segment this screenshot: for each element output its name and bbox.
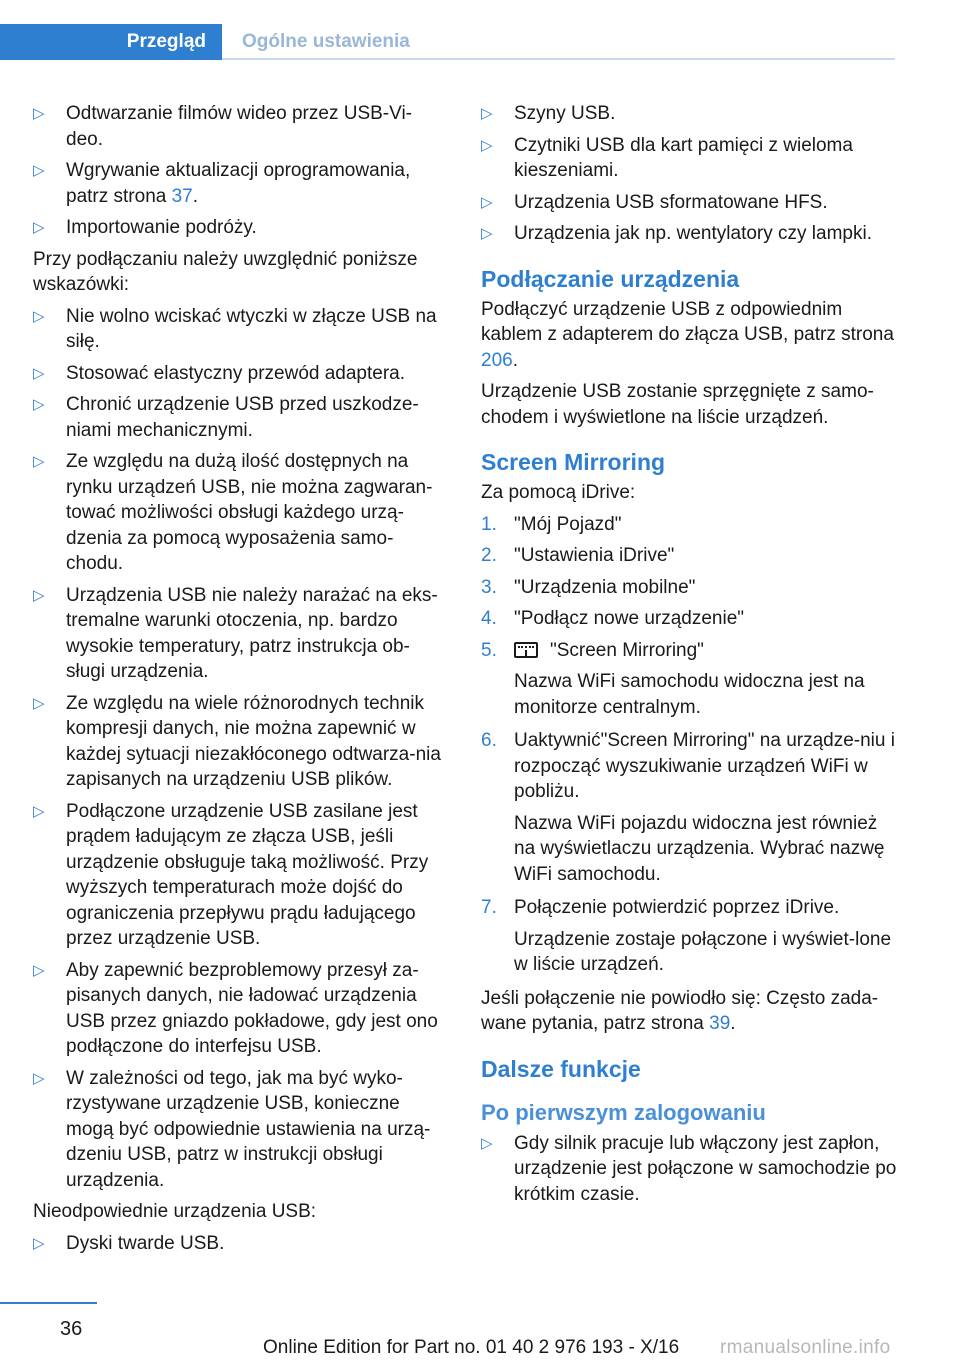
usb-hints-intro: Przy podłączaniu należy uwzględnić poniższe wskazówki:	[33, 248, 418, 295]
step-number: 1.	[481, 513, 497, 535]
list-item	[33, 1066, 448, 1194]
step-number: 7.	[481, 897, 497, 918]
list-item	[33, 304, 448, 355]
page-link-39[interactable]: 39	[709, 1013, 731, 1034]
punctuation: .	[512, 349, 518, 371]
triangle-right-outline-icon: ▷	[33, 961, 45, 979]
list-item	[33, 691, 448, 793]
step-item	[481, 512, 899, 538]
list-item	[33, 158, 448, 209]
triangle-right-outline-icon: ▷	[481, 193, 493, 211]
unsuitable-intro: Nieodpowiednie urządzenia USB:	[33, 1201, 317, 1222]
heading-screen-mirroring: Screen Mirroring	[481, 449, 666, 475]
list-item	[33, 392, 448, 443]
step-number: 3.	[481, 576, 497, 598]
triangle-right-outline-icon: ▷	[33, 219, 45, 236]
list-item	[481, 190, 899, 216]
list-item	[481, 221, 899, 247]
list-item-text: Chronić urządzenie USB przed uszkodze-niami mechanicznymi.	[66, 394, 419, 441]
list-item-text: W zależności od tego, jak ma być wyko-rzystywane urządzenie USB, konieczne mogą być odpowiednie ustawienia na urzą-dzeniu USB, patrz w instrukcji obsługi urządzenia.	[66, 1067, 431, 1191]
list-item-text: Odtwarzanie filmów wideo przez USB-Vi-deo.	[66, 103, 412, 150]
watermark: rmanualsonline.info	[720, 1337, 891, 1358]
list-item-text: Podłączone urządzenie USB zasilane jest prądem ładującym ze złącza USB, jeśli urządzenie obsługuje taką możliwość. Przy wyższych temperaturach może dojść do ograniczenia przepływu prądu ładującego przez urządzenie USB.	[66, 800, 429, 949]
page-link-37[interactable]: 37	[171, 185, 193, 207]
screen-mirroring-icon	[514, 642, 538, 658]
page-link-206[interactable]: 206	[481, 349, 513, 371]
list-item-text: Stosować elastyczny przewód adaptera.	[66, 362, 406, 384]
left-column	[33, 101, 448, 1262]
triangle-right-outline-icon: ▷	[33, 1069, 45, 1087]
list-item-text: Aby zapewnić bezproblemowy przesył za-pisanych danych, nie ładować urządzenia USB przez gniazdo pokładowe, gdy jest ono podłączone do interfejsu USB.	[66, 959, 438, 1057]
step-text: "Ustawienia iDrive"	[514, 545, 675, 566]
list-item-text: Urządzenia jak np. wentylatory czy lampki.	[514, 223, 872, 244]
list-item	[481, 1131, 899, 1208]
triangle-right-outline-icon: ▷	[33, 364, 45, 382]
step-number: 4.	[481, 608, 497, 629]
step-text: "Urządzenia mobilne"	[514, 576, 696, 598]
step-text: "Screen Mirroring"	[550, 639, 704, 661]
triangle-right-outline-icon: ▷	[33, 105, 45, 122]
step-note: Nazwa WiFi pojazdu widoczna jest również na wyświetlaczu urządzenia. Wybrać nazwę WiFi samochodu.	[514, 812, 885, 885]
step-text: Połączenie potwierdzić poprzez iDrive.	[514, 897, 840, 918]
step-note: Urządzenie zostaje połączone i wyświet-lone w liście urządzeń.	[514, 928, 892, 975]
triangle-right-outline-icon: ▷	[33, 1234, 45, 1252]
triangle-right-outline-icon: ▷	[33, 586, 45, 604]
list-item-text: Czytniki USB dla kart pamięci z wieloma kieszeniami.	[514, 134, 853, 181]
list-item	[33, 799, 448, 952]
list-item	[33, 1231, 448, 1257]
step-item	[481, 728, 899, 805]
list-item-text: Nie wolno wciskać wtyczki w złącze USB na siłę.	[66, 305, 437, 352]
tab-przeglad[interactable]: Przegląd	[0, 24, 222, 60]
list-item-text: Szyny USB.	[514, 103, 616, 124]
step-item	[481, 543, 899, 569]
triangle-right-outline-icon: ▷	[481, 136, 493, 154]
list-item	[33, 215, 448, 241]
heading-further-functions: Dalsze funkcje	[481, 1055, 641, 1082]
mirror-intro: Za pomocą iDrive:	[481, 482, 636, 503]
step-item	[481, 895, 899, 921]
triangle-right-outline-icon: ▷	[33, 694, 45, 712]
page-number: 36	[60, 1318, 83, 1340]
header-tabs	[0, 24, 895, 60]
punctuation: .	[730, 1013, 736, 1034]
coupled-paragraph: Urządzenie USB zostanie sprzęgnięte z samo-chodem i wyświetlone na liście urządzeń.	[481, 381, 874, 428]
step-text: "Mój Pojazd"	[514, 513, 622, 535]
connect-paragraph	[481, 297, 899, 374]
header-rule	[222, 58, 895, 60]
tab-ogolne-ustawienia[interactable]: Ogólne ustawienia	[242, 31, 410, 52]
step-number: 6.	[481, 730, 497, 751]
punctuation: .	[192, 185, 199, 207]
list-item	[481, 101, 899, 127]
step-number: 5.	[481, 639, 497, 661]
edition-footer: Online Edition for Part no. 01 40 2 976 193 - X/16	[263, 1337, 680, 1358]
footer-rule	[0, 1302, 97, 1304]
triangle-right-outline-icon: ▷	[33, 396, 45, 413]
list-item-text: Urządzenia USB sformatowane HFS.	[514, 191, 828, 213]
list-item	[33, 958, 448, 1060]
step-text: "Podłącz nowe urządzenie"	[514, 608, 745, 629]
triangle-right-outline-icon: ▷	[481, 105, 493, 122]
step-item	[481, 638, 899, 664]
step-number: 2.	[481, 545, 497, 566]
list-item	[33, 449, 448, 577]
list-item-text: Gdy silnik pracuje lub włączony jest zapłon, urządzenie jest połączone w samochodzie po krótkim czasie.	[514, 1132, 897, 1205]
right-column	[481, 101, 899, 1213]
list-item-text: Importowanie podróży.	[66, 217, 257, 238]
triangle-right-outline-icon: ▷	[33, 307, 45, 325]
list-item	[33, 101, 448, 152]
connect-text: Podłączyć urządzenie USB z odpowiednim kablem z adapterem do złącza USB, patrz strona	[481, 298, 894, 345]
triangle-right-outline-icon: ▷	[33, 802, 45, 820]
list-item-text: Wgrywanie aktualizacji oprogramowania, patrz strona	[66, 160, 411, 207]
heading-first-login: Po pierwszym zalogowaniu	[481, 1099, 766, 1125]
list-item-text: Urządzenia USB nie należy narażać na eks-tremalne warunki otoczenia, np. bardzo wysokie temperatury, patrz instrukcja ob-sługi urządzenia.	[66, 584, 438, 682]
step-item	[481, 606, 899, 632]
triangle-right-outline-icon: ▷	[481, 1134, 493, 1152]
list-item-text: Ze względu na dużą ilość dostępnych na rynku urządzeń USB, nie można zagwaran-tować możliwości obsługi każdego urzą-dzenia za pomocą wyposażenia samo-chodu.	[66, 451, 433, 574]
triangle-right-outline-icon: ▷	[33, 453, 45, 470]
step-item	[481, 575, 899, 601]
list-item	[481, 133, 899, 184]
list-item-text: Ze względu na wiele różnorodnych technik kompresji danych, nie można zapewnić w każdej sytuacji niezakłóconego odtwarza-nia zapisanych na urządzeniu USB plików.	[66, 692, 441, 790]
step-note: Nazwa WiFi samochodu widoczna jest na monitorze centralnym.	[514, 671, 865, 718]
step-text: Uaktywnić"Screen Mirroring" na urządze-niu i rozpocząć wyszukiwanie urządzeń WiFi w pobliżu.	[514, 730, 895, 802]
list-item	[33, 361, 448, 387]
list-item-text: Dyski twarde USB.	[66, 1232, 225, 1254]
failed-connection-paragraph	[481, 986, 899, 1037]
triangle-right-outline-icon: ▷	[481, 225, 493, 242]
triangle-right-outline-icon: ▷	[33, 162, 45, 179]
list-item	[33, 583, 448, 685]
failed-text: Jeśli połączenie nie powiodło się: Często zada-wane pytania, patrz strona	[481, 987, 879, 1034]
heading-connect-device: Podłączanie urządzenia	[481, 265, 740, 292]
